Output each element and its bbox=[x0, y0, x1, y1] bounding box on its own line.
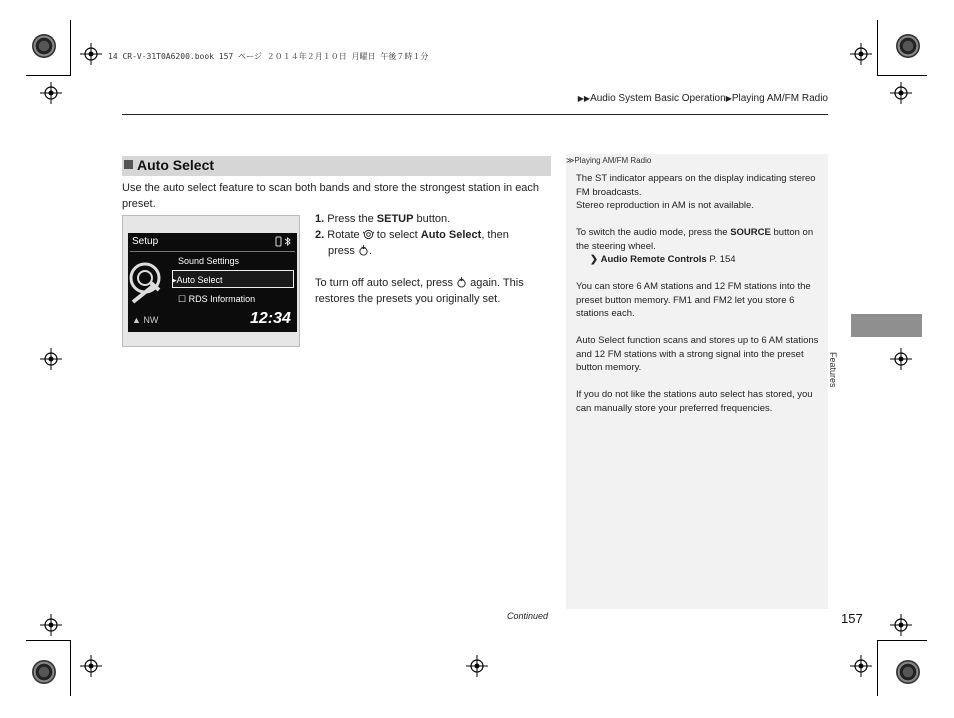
registration-mark-icon bbox=[40, 348, 62, 370]
sidebar-text bbox=[576, 172, 822, 429]
turn-off-note: To turn off auto select, press again. This restores the presets you originally set. bbox=[315, 277, 524, 305]
press-knob-icon bbox=[358, 245, 369, 256]
reference-arrow-icon: ❯ bbox=[590, 254, 598, 265]
breadcrumb-arrows: ▶▶ bbox=[577, 94, 591, 103]
screen-clock: 12:34 bbox=[250, 310, 291, 327]
screen-menu-item-sound-settings[interactable]: Sound Settings bbox=[178, 256, 240, 266]
cross-reference-link[interactable]: ❯ Audio Remote Controls P. 154 bbox=[590, 254, 736, 265]
sidebar-para-st: The ST indicator appears on the display indicating stereo FM broadcasts. Stereo reproduction in AM is not available. bbox=[576, 173, 816, 211]
sidebar-para-manual: If you do not like the stations auto select has stored, you can manually store your preferred frequencies. bbox=[576, 389, 813, 414]
screen-compass: ▲ NW bbox=[132, 315, 159, 325]
press-knob-icon bbox=[456, 277, 467, 288]
setup-key: SETUP bbox=[376, 213, 414, 225]
selector-knob-icon bbox=[363, 229, 374, 240]
breadcrumb-page[interactable]: Playing AM/FM Radio bbox=[731, 93, 828, 104]
registration-mark-icon bbox=[890, 614, 912, 636]
registration-mark-icon bbox=[466, 655, 488, 677]
step-2-cont: press . bbox=[328, 245, 373, 257]
registration-mark-icon bbox=[40, 82, 62, 104]
sidebar-para-presets: You can store 6 AM stations and 12 FM stations into the preset button memory. FM1 and FM2 let you store 6 stations each. bbox=[576, 281, 811, 319]
registration-mark-icon bbox=[850, 43, 872, 65]
sidebar-para-source: To switch the audio mode, press the SOURCE button on the steering wheel. ❯ Audio Remote Controls P. 154 bbox=[576, 227, 814, 265]
sidebar-heading-icon: ≫ bbox=[566, 156, 575, 165]
registration-mark-icon bbox=[80, 655, 102, 677]
step-2: 2. Rotate to select Auto Select, then bbox=[315, 229, 509, 241]
instructions bbox=[315, 211, 550, 307]
section-title-text: Auto Select bbox=[137, 157, 215, 173]
screen-title: Setup bbox=[132, 236, 159, 247]
color-target-disk bbox=[32, 660, 56, 684]
registration-mark-icon bbox=[40, 614, 62, 636]
registration-mark-icon bbox=[890, 348, 912, 370]
color-target-disk bbox=[32, 34, 56, 58]
section-title bbox=[124, 157, 214, 173]
sidebar-heading: ≫Playing AM/FM Radio bbox=[566, 156, 652, 165]
breadcrumb bbox=[578, 93, 828, 104]
page-number: 157 bbox=[841, 611, 863, 626]
continued-note: Continued bbox=[507, 611, 549, 621]
registration-mark-icon bbox=[80, 43, 102, 65]
screen-separator bbox=[130, 251, 295, 252]
color-target-disk bbox=[896, 660, 920, 684]
section-square-icon bbox=[124, 160, 133, 169]
source-key: SOURCE bbox=[730, 227, 771, 238]
chapter-tab[interactable] bbox=[851, 314, 922, 337]
registration-mark-icon bbox=[890, 82, 912, 104]
color-target-disk bbox=[896, 34, 920, 58]
phone-bluetooth-icon bbox=[275, 236, 293, 247]
chapter-tab-label: Features bbox=[828, 352, 838, 388]
auto-select-key: Auto Select bbox=[420, 229, 482, 241]
header-rule bbox=[122, 114, 828, 115]
breadcrumb-section[interactable]: Audio System Basic Operation bbox=[590, 93, 726, 104]
section-intro: Use the auto select feature to scan both bands and store the strongest station in each preset. bbox=[122, 182, 540, 210]
breadcrumb-separator: ▶ bbox=[725, 94, 732, 103]
settings-wrench-icon bbox=[129, 256, 171, 308]
screen-menu-item-auto-select[interactable]: ▸Auto Select bbox=[172, 275, 223, 285]
registration-mark-icon bbox=[850, 655, 872, 677]
sidebar-para-auto-select: Auto Select function scans and stores up to 6 AM stations and 12 FM stations with a strong signal into the preset button memory. bbox=[576, 335, 819, 373]
step-1: 1. Press the SETUP button. bbox=[315, 213, 451, 225]
screen-menu-item-rds-information[interactable]: ☐ RDS Information bbox=[178, 294, 256, 304]
book-header: 14 CR-V-31T0A6200.book 157 ページ ２０１４年２月１０日 月曜日 午後７時１分 bbox=[108, 52, 429, 61]
